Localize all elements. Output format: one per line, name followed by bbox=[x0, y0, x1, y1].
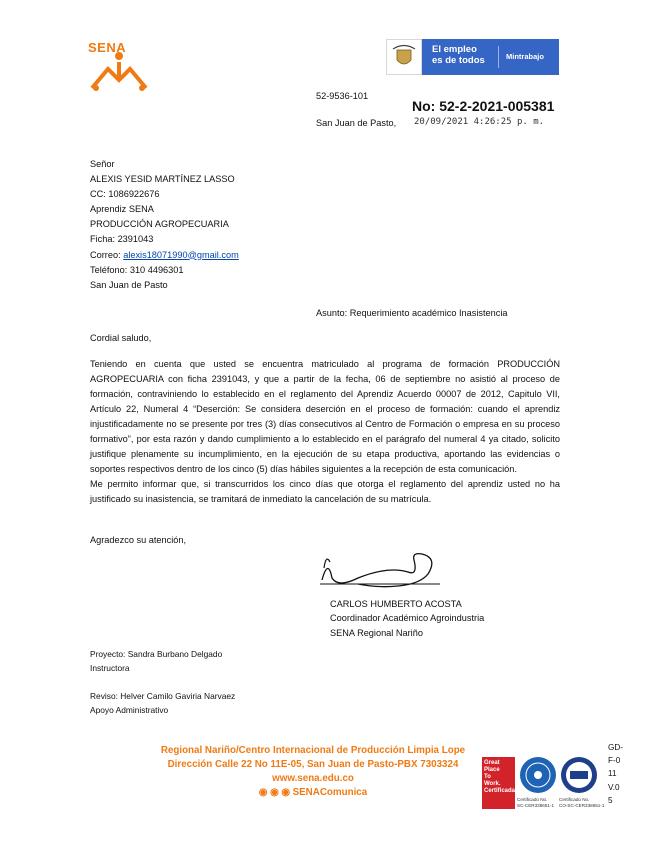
addressee-ficha: Ficha: 2391043 bbox=[90, 234, 154, 245]
project-block bbox=[90, 648, 222, 675]
greeting: Cordial saludo, bbox=[90, 333, 152, 343]
radicado-number: No: 52-2-2021-005381 bbox=[412, 98, 555, 114]
social-handle: SENAComunica bbox=[292, 787, 368, 798]
divider bbox=[498, 46, 499, 68]
footer-social bbox=[113, 787, 513, 798]
signer-org: SENA Regional Nariño bbox=[330, 627, 423, 638]
place: San Juan de Pasto, bbox=[316, 118, 397, 128]
gptw-text: Great Place To Work. Certificada bbox=[484, 760, 516, 794]
document-code: GD-F-011 V.05 bbox=[608, 743, 624, 805]
addressee-cc: CC: 1086922676 bbox=[90, 189, 160, 200]
addressee-role: Aprendiz SENA bbox=[90, 204, 154, 215]
email-link[interactable]: alexis18071990@gmail.com bbox=[123, 249, 239, 260]
project-author: Proyecto: Sandra Burbano Delgado bbox=[90, 649, 223, 659]
footer-regional: Regional Nariño/Centro Internacional de Producción Limpia Lope bbox=[160, 745, 466, 756]
addressee-email-line bbox=[90, 248, 239, 263]
closing: Agradezco su atención, bbox=[90, 535, 187, 545]
addressee-block bbox=[90, 157, 239, 293]
footer-address: Dirección Calle 22 No 11E-05, San Juan de Pasto-PBX 7303324 bbox=[167, 759, 459, 770]
addressee-phone: Teléfono: 310 4496301 bbox=[90, 264, 184, 275]
social-icons: ◉ ◉ ◉ bbox=[258, 787, 293, 798]
cert2-label: Certificado No. bbox=[559, 797, 590, 802]
gov-slogan-line2: es de todos bbox=[432, 55, 485, 66]
ministry-name: Mintrabajo bbox=[506, 52, 544, 61]
email-label: Correo: bbox=[90, 249, 124, 260]
stamp-date: 20/09/2021 4:26:25 p. m. bbox=[414, 117, 545, 127]
cert1-label: Certificado No. bbox=[517, 797, 548, 802]
project-role: Instructora bbox=[90, 662, 130, 673]
signer-block bbox=[330, 597, 484, 640]
colombia-shield-icon bbox=[386, 39, 422, 75]
reference-number: 52-9536-101 bbox=[316, 91, 369, 101]
body-paragraph-1: Teniendo en cuenta que usted se encuentra matriculado al programa de formación PRODUCCIÓN AGROPECUARIA con ficha 2391043, y que a partir de la fecha, 06 de septiembre no asistió al proceso de formación, contraviniendo lo establecido en el reglamento del Aprendiz Acuerdo 00007 de 2012, Capitulo VII, Artículo 22, Numeral 4 “Deserción: Se considera deserción en el proceso de formación: cuando el aprendiz injustificadamente no se presente por tres (3) días consecutivos al Centro de Formación o empresa en su proceso formativo”, por esta razón y dando cumplimiento a lo establecido en el parágrafo del numeral 4 ya citado, solicito justifique plenamente su incumplimiento, en la ejecución de su etapa productiva, aportando las evidencias o soportes respectivos dentro de los cinco (5) días hábiles siguientes a la recepción de esta comunicación. bbox=[90, 359, 560, 474]
signer-title: Coordinador Académico Agroindustria bbox=[330, 613, 485, 624]
gov-slogan-line1: El empleo bbox=[432, 44, 477, 55]
cert1-number: SC-CER338651-1 bbox=[517, 803, 555, 808]
salutation: Señor bbox=[90, 159, 115, 169]
signature bbox=[318, 548, 444, 594]
body-paragraph-2: Me permito informar que, si transcurridos los cinco días que otorga el reglamento del aprendiz usted no ha justificado su inasistencia, se tramitará de inmediato la cancelación de su matrícula. bbox=[90, 479, 560, 504]
subject-line: Asunto: Requerimiento académico Inasistencia bbox=[316, 308, 508, 318]
footer-website[interactable]: www.sena.edu.co bbox=[272, 773, 354, 784]
addressee-city: San Juan de Pasto bbox=[90, 279, 168, 290]
addressee-program: PRODUCCIÓN AGROPECUARIA bbox=[90, 219, 229, 230]
reviewer-role: Apoyo Administrativo bbox=[90, 704, 169, 715]
addressee-name: ALEXIS YESID MARTÍNEZ LASSO bbox=[90, 174, 235, 185]
sena-logo-text: SENA bbox=[88, 40, 127, 55]
iqnet-seal-icon bbox=[560, 756, 598, 794]
review-block bbox=[90, 690, 235, 717]
reviewer-name: Reviso: Helver Camilo Gaviria Narvaez bbox=[90, 691, 236, 701]
letter-body bbox=[90, 357, 560, 507]
icontec-seal-icon bbox=[519, 756, 557, 794]
signer-name: CARLOS HUMBERTO ACOSTA bbox=[330, 599, 462, 609]
cert2-number: CO-SC-CER338651-1 bbox=[559, 803, 605, 808]
